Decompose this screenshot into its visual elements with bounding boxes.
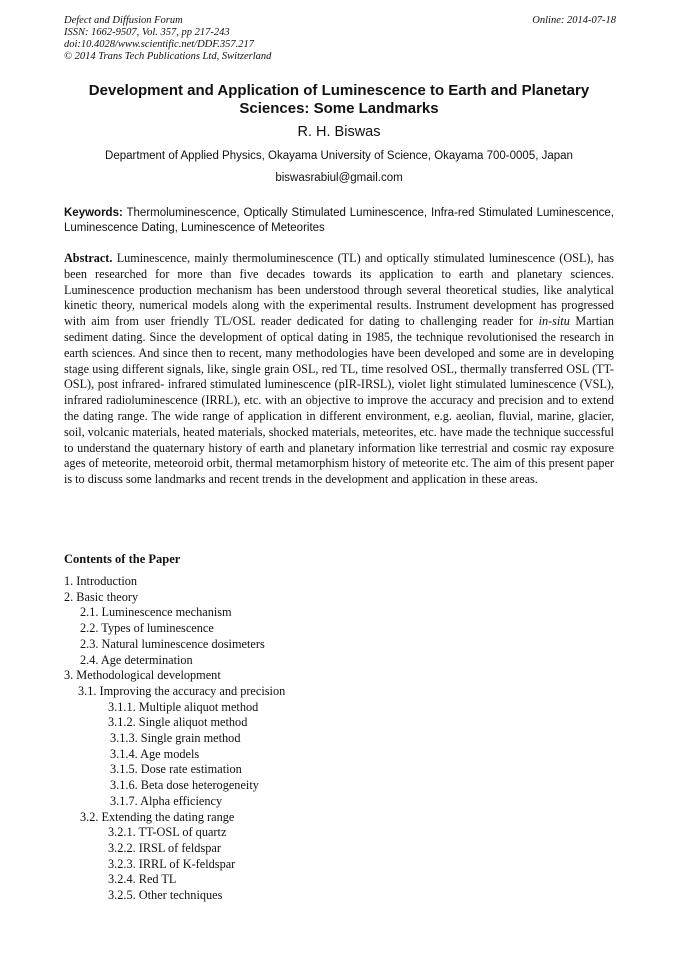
journal-name: Defect and Diffusion Forum	[64, 15, 183, 26]
toc-item: 3.2.4. Red TL	[108, 872, 177, 887]
toc-item: 2.1. Luminescence mechanism	[80, 605, 232, 620]
toc-item: 1. Introduction	[64, 574, 138, 588]
toc-item: 3.1.3. Single grain method	[110, 731, 241, 746]
toc-item: 3.1.5. Dose rate estimation	[110, 762, 242, 777]
toc-item: 2.4. Age determination	[80, 652, 193, 667]
abstract-italic: in-situ	[538, 314, 570, 329]
paper-title: Development and Application of Luminescence to Earth and Planetary Sciences: Some Landmarks	[88, 82, 590, 117]
toc-item: 3. Methodological development	[64, 668, 221, 683]
abstract-label: Abstract.	[64, 251, 113, 265]
toc-item: 3.1. Improving the accuracy and precision	[78, 683, 286, 698]
online-date: Online: 2014-07-18	[532, 15, 616, 26]
keywords-label: Keywords:	[64, 207, 123, 219]
toc-item: 3.2.1. TT-OSL of quartz	[108, 825, 227, 840]
toc-item: 3.2.5. Other techniques	[108, 888, 223, 903]
contents-heading: Contents of the Paper	[64, 552, 181, 566]
abstract-text-part1: Luminescence, mainly thermoluminescence (TL) and optically stimulated luminescence (OSL), has been researched for more than five decades towards its application to earth and planetary sciences. Luminescence production mechanism has been understood through several theoretical studies, like analytical kinetic theory, numerical models along with the experimental results. Instrument development has progressed with aim from user friendly TL/OSL reader dedicated for dating to challenging reader for	[64, 251, 615, 329]
toc-item: 3.1.1. Multiple aliquot method	[108, 699, 259, 714]
author-affiliation: Department of Applied Physics, Okayama University of Science, Okayama 700-0005, Japan	[105, 150, 573, 162]
keywords-text: Thermoluminescence, Optically Stimulated Luminescence, Infra-red Stimulated Luminescence, Luminescence Dating, Luminescence of Meteorites	[64, 207, 614, 234]
author-email: biswasrabiul@gmail.com	[275, 172, 403, 184]
toc-item: 3.1.7. Alpha efficiency	[110, 793, 223, 808]
keywords-section	[64, 206, 614, 236]
toc-item: 2.2. Types of luminescence	[80, 621, 214, 636]
author-name: R. H. Biswas	[297, 124, 381, 140]
toc-item: 3.2. Extending the dating range	[80, 809, 235, 824]
toc-item: 2. Basic theory	[64, 589, 139, 604]
abstract-section	[64, 251, 614, 488]
toc-item: 2.3. Natural luminescence dosimeters	[80, 636, 265, 651]
journal-header	[64, 15, 616, 63]
journal-issn: ISSN: 1662-9507, Vol. 357, pp 217-243	[64, 27, 230, 38]
journal-copyright: © 2014 Trans Tech Publications Ltd, Switzerland	[64, 51, 272, 62]
toc-item: 3.2.2. IRSL of feldspar	[108, 840, 221, 855]
toc-item: 3.2.3. IRRL of K-feldspar	[108, 856, 236, 871]
toc-item: 3.1.6. Beta dose heterogeneity	[110, 778, 259, 793]
table-of-contents	[64, 574, 614, 904]
abstract-text-part2: Martian sediment dating. Since the development of optical dating in 1985, the technique revolutionised the research in earth sciences. And since then to recent, many methodologies have been developed and some are in developing stage using different signals, like, single grain OSL, red TL, time resolved OSL, thermally transferred OSL (TT-OSL), post infrared- infrared stimulated luminescence (pIR-IRSL), violet light stimulated luminescence (VSL), infrared radioluminescence (IRRL), etc. with an objective to improve the accuracy and precision and to extend the dating range. The wide range of application in different environment, e.g. aeolian, fluvial, marine, glacier, soil, volcanic materials, heated materials, shocked materials, meteorites, etc. have made the technique successful to understand the quaternary history of earth and planetary information like terrestrial and cosmic ray exposure ages of meteorite, meteoroid orbit, thermal metamorphism history of meteorite etc. The aim of this present paper is to discuss some landmarks and recent trends in the development and application in these areas.	[64, 314, 615, 487]
journal-doi: doi:10.4028/www.scientific.net/DDF.357.217	[64, 39, 255, 50]
toc-item: 3.1.4. Age models	[110, 746, 200, 761]
toc-item: 3.1.2. Single aliquot method	[108, 715, 248, 730]
